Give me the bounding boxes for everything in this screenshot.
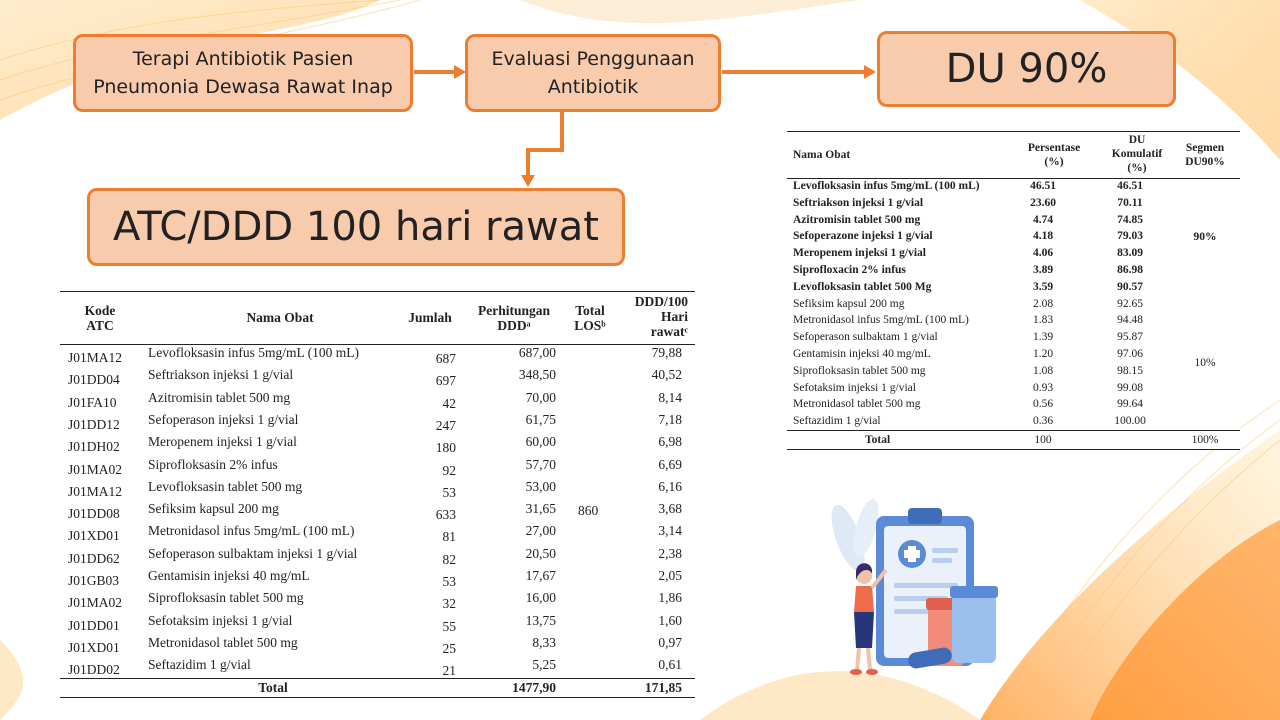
table-row bbox=[60, 344, 695, 366]
drug-name: Metronidasol infus 5mg/mL (100 mL) bbox=[793, 314, 969, 327]
quantity: 687 bbox=[435, 351, 456, 366]
ddd-per-100: 79,88 bbox=[651, 345, 682, 360]
drug-name: Gentamisin injeksi 40 mg/mL bbox=[148, 568, 310, 583]
drug-name: Metronidasol infus 5mg/mL (100 mL) bbox=[148, 523, 355, 539]
ddd-per-100: 0,61 bbox=[658, 657, 682, 673]
atc-code: J01DD12 bbox=[68, 416, 120, 432]
drug-name: Metronidasol tablet 500 mg bbox=[148, 634, 298, 650]
header-kode-atc: Kode ATC bbox=[84, 303, 116, 333]
drug-name: Sefotaksim injeksi 1 g/vial bbox=[793, 381, 916, 394]
ddd-per-100: 2,38 bbox=[658, 545, 682, 561]
table-row bbox=[787, 262, 1240, 279]
quantity: 55 bbox=[442, 618, 456, 634]
atc-code: J01XD01 bbox=[68, 528, 120, 544]
atc-code: J01XD01 bbox=[68, 639, 120, 655]
atc-code: J01DD04 bbox=[68, 372, 120, 388]
drug-name: Sefiksim kapsul 200 mg bbox=[148, 501, 279, 517]
footer-total-label: Total bbox=[258, 680, 288, 695]
du-header-kumulatif: DU Komulatif (%) bbox=[1111, 134, 1163, 174]
drug-name: Sefoperazone injeksi 1 g/vial bbox=[793, 230, 933, 243]
du-header-segmen: Segmen DU90% bbox=[1185, 142, 1225, 168]
drug-name: Sefoperason injeksi 1 g/vial bbox=[148, 411, 299, 427]
table-row bbox=[60, 589, 695, 611]
table-row bbox=[60, 567, 695, 589]
drug-name: Seftazidim 1 g/vial bbox=[148, 657, 251, 673]
cumulative-percentage: 90.57 bbox=[1117, 280, 1143, 293]
atc-code: J01DH02 bbox=[68, 439, 120, 455]
table-row bbox=[787, 212, 1240, 229]
ddd-per-100: 2,05 bbox=[658, 568, 682, 583]
drug-name: Metronidasol tablet 500 mg bbox=[793, 398, 921, 411]
quantity: 247 bbox=[435, 417, 456, 433]
table-row bbox=[787, 329, 1240, 346]
quantity: 82 bbox=[442, 551, 456, 567]
ddd-value: 13,75 bbox=[525, 612, 556, 628]
table-row bbox=[60, 366, 695, 388]
ddd-per-100: 3,14 bbox=[658, 523, 682, 539]
table-row bbox=[787, 312, 1240, 329]
table-row bbox=[60, 389, 695, 411]
table-row bbox=[60, 656, 695, 678]
atc-ddd-table bbox=[60, 291, 695, 697]
atc-code: J01FA10 bbox=[68, 394, 117, 410]
quantity: 53 bbox=[442, 484, 456, 500]
flow-box-therapy: Terapi Antibiotik Pasien Pneumonia Dewasa Rawat Inap bbox=[73, 34, 413, 112]
cumulative-percentage: 95.87 bbox=[1117, 331, 1143, 344]
footer-total-ddd: 1477,90 bbox=[512, 680, 556, 695]
header-perhitungan-ddd: Perhitungan DDDᵃ bbox=[477, 303, 550, 333]
ddd-per-100: 7,18 bbox=[658, 411, 682, 427]
atc-table-header bbox=[60, 291, 695, 345]
du-footer-total-segmen: 100% bbox=[1191, 434, 1219, 446]
ddd-value: 348,50 bbox=[518, 367, 556, 383]
drug-name: Sefoperason sulbaktam injeksi 1 g/vial bbox=[148, 545, 358, 561]
drug-name: Sefoperason sulbaktam 1 g/vial bbox=[793, 331, 938, 344]
atc-code: J01MA02 bbox=[68, 461, 123, 477]
quantity: 25 bbox=[442, 640, 456, 656]
ddd-per-100: 0,97 bbox=[658, 634, 682, 650]
percentage: 23.60 bbox=[1030, 196, 1056, 209]
drug-name: Siprofloxacin 2% infus bbox=[793, 264, 906, 276]
drug-name: Siprofloksasin tablet 500 mg bbox=[148, 590, 304, 606]
drug-name: Sefiksim kapsul 200 mg bbox=[793, 297, 905, 310]
percentage: 4.74 bbox=[1032, 213, 1054, 226]
drug-name: Azitromisin tablet 500 mg bbox=[148, 389, 291, 405]
drug-name: Seftazidim 1 g/vial bbox=[793, 415, 881, 428]
du-footer-total-persen: 100 bbox=[1034, 434, 1052, 446]
ddd-per-100: 6,16 bbox=[658, 478, 682, 494]
header-jumlah: Jumlah bbox=[408, 310, 452, 325]
percentage: 2.08 bbox=[1032, 297, 1054, 310]
percentage: 1.20 bbox=[1032, 348, 1054, 360]
atc-code: J01DD02 bbox=[68, 662, 120, 678]
drug-name: Seftriakson injeksi 1 g/vial bbox=[148, 367, 294, 383]
cumulative-percentage: 79.03 bbox=[1117, 230, 1143, 243]
cumulative-percentage: 92.65 bbox=[1117, 297, 1143, 310]
cumulative-percentage: 99.64 bbox=[1117, 398, 1143, 411]
ddd-value: 53,00 bbox=[525, 478, 556, 494]
ddd-value: 5,25 bbox=[532, 657, 556, 673]
atc-code: J01GB03 bbox=[68, 573, 120, 588]
ddd-value: 31,65 bbox=[525, 501, 556, 517]
quantity: 21 bbox=[442, 663, 456, 679]
table-row bbox=[787, 380, 1240, 397]
table-row bbox=[60, 545, 695, 567]
table-row bbox=[787, 396, 1240, 413]
quantity: 32 bbox=[442, 596, 456, 612]
ddd-per-100: 40,52 bbox=[651, 367, 682, 383]
percentage: 4.18 bbox=[1032, 230, 1054, 243]
percentage: 3.89 bbox=[1032, 264, 1054, 276]
table-row bbox=[787, 195, 1240, 212]
ddd-per-100: 1,86 bbox=[658, 590, 682, 606]
flow-box-evaluation: Evaluasi Penggunaan Antibiotik bbox=[465, 34, 721, 112]
atc-table-footer bbox=[60, 678, 695, 698]
percentage: 0.93 bbox=[1032, 381, 1054, 394]
header-total-los: Total LOSᵇ bbox=[574, 303, 606, 333]
table-row bbox=[60, 500, 695, 522]
percentage: 0.36 bbox=[1032, 415, 1054, 428]
percentage: 46.51 bbox=[1030, 180, 1056, 192]
percentage: 3.59 bbox=[1032, 280, 1054, 293]
header-nama-obat: Nama Obat bbox=[246, 310, 314, 325]
ddd-value: 60,00 bbox=[525, 434, 556, 450]
drug-name: Meropenem injeksi 1 g/vial bbox=[793, 247, 926, 260]
cumulative-percentage: 94.48 bbox=[1117, 314, 1143, 327]
drug-name: Levofloksasin tablet 500 Mg bbox=[793, 280, 932, 293]
table-row bbox=[60, 634, 695, 656]
ddd-value: 8,33 bbox=[532, 634, 556, 650]
table-row bbox=[787, 413, 1240, 430]
drug-name: Sefotaksim injeksi 1 g/vial bbox=[148, 612, 293, 628]
drug-name: Levofloksasin tablet 500 mg bbox=[148, 478, 303, 494]
cumulative-percentage: 100.00 bbox=[1114, 415, 1146, 428]
percentage: 0.56 bbox=[1032, 398, 1054, 411]
cumulative-percentage: 83.09 bbox=[1117, 247, 1143, 260]
clipboard-medicine-illustration bbox=[828, 488, 1008, 678]
ddd-value: 27,00 bbox=[525, 523, 556, 539]
percentage: 4.06 bbox=[1032, 247, 1054, 260]
ddd-per-100: 6,98 bbox=[658, 434, 682, 450]
atc-code: J01MA02 bbox=[68, 595, 123, 611]
ddd-value: 687,00 bbox=[518, 345, 556, 360]
quantity: 180 bbox=[435, 440, 456, 456]
segment-90-label: 90% bbox=[1193, 231, 1217, 243]
du90-table bbox=[787, 131, 1240, 449]
quantity: 81 bbox=[442, 529, 456, 545]
table-row bbox=[60, 478, 695, 500]
du-header-persentase: Persentase (%) bbox=[1027, 142, 1081, 168]
atc-code: J01MA12 bbox=[68, 483, 123, 499]
percentage: 1.08 bbox=[1032, 364, 1054, 377]
cumulative-percentage: 97.06 bbox=[1117, 348, 1143, 360]
atc-code: J01DD08 bbox=[68, 506, 120, 522]
ddd-per-100: 8,14 bbox=[658, 389, 682, 405]
ddd-value: 61,75 bbox=[525, 411, 556, 427]
quantity: 53 bbox=[442, 574, 456, 589]
cumulative-percentage: 46.51 bbox=[1117, 180, 1143, 192]
percentage: 1.39 bbox=[1032, 331, 1054, 344]
ddd-per-100: 1,60 bbox=[658, 612, 682, 628]
quantity: 633 bbox=[435, 507, 456, 523]
ddd-value: 20,50 bbox=[525, 545, 556, 561]
quantity: 697 bbox=[435, 373, 456, 389]
atc-code: J01MA12 bbox=[68, 350, 123, 365]
cumulative-percentage: 99.08 bbox=[1117, 381, 1143, 394]
drug-name: Levofloksasin infus 5mg/mL (100 mL) bbox=[148, 345, 359, 360]
drug-name: Gentamisin injeksi 40 mg/mL bbox=[793, 348, 931, 360]
quantity: 42 bbox=[442, 395, 456, 411]
cumulative-percentage: 70.11 bbox=[1117, 196, 1143, 209]
drug-name: Meropenem injeksi 1 g/vial bbox=[148, 434, 297, 450]
atc-code: J01DD01 bbox=[68, 617, 120, 633]
table-row bbox=[60, 522, 695, 544]
table-row bbox=[60, 456, 695, 478]
table-row bbox=[60, 612, 695, 634]
footer-total-ddd100: 171,85 bbox=[644, 680, 682, 695]
quantity: 92 bbox=[442, 462, 456, 478]
total-los-value: 860 bbox=[578, 503, 599, 518]
cumulative-percentage: 86.98 bbox=[1117, 264, 1143, 276]
table-row bbox=[60, 433, 695, 455]
drug-name: Seftriakson injeksi 1 g/vial bbox=[793, 196, 924, 209]
drug-name: Levofloksasin infus 5mg/mL (100 mL) bbox=[793, 180, 980, 192]
ddd-value: 57,70 bbox=[525, 456, 556, 472]
table-row bbox=[787, 279, 1240, 296]
du-table-footer bbox=[787, 430, 1240, 450]
flow-box-atc-ddd: ATC/DDD 100 hari rawat bbox=[87, 188, 625, 266]
drug-name: Siprofloksasin 2% infus bbox=[148, 456, 278, 472]
percentage: 1.83 bbox=[1032, 314, 1054, 327]
du-footer-total-label: Total bbox=[865, 434, 891, 446]
du-table-header bbox=[787, 131, 1240, 179]
du-header-nama-obat: Nama Obat bbox=[793, 149, 851, 161]
drug-name: Siprofloksasin tablet 500 mg bbox=[793, 364, 926, 377]
ddd-value: 17,67 bbox=[525, 568, 556, 583]
segment-10-label: 10% bbox=[1194, 357, 1216, 369]
cumulative-percentage: 98.15 bbox=[1117, 364, 1143, 377]
table-row bbox=[787, 296, 1240, 313]
ddd-value: 16,00 bbox=[525, 590, 556, 606]
table-row bbox=[787, 245, 1240, 262]
ddd-per-100: 3,68 bbox=[658, 501, 682, 517]
flow-box-du90: DU 90% bbox=[877, 31, 1176, 107]
table-row bbox=[787, 178, 1240, 195]
drug-name: Azitromisin tablet 500 mg bbox=[793, 213, 921, 226]
cumulative-percentage: 74.85 bbox=[1117, 213, 1143, 226]
table-row bbox=[60, 411, 695, 433]
atc-code: J01DD62 bbox=[68, 550, 120, 566]
ddd-value: 70,00 bbox=[525, 389, 556, 405]
ddd-per-100: 6,69 bbox=[658, 456, 682, 472]
header-ddd-100: DDD/100 Hari rawatᶜ bbox=[634, 294, 688, 339]
